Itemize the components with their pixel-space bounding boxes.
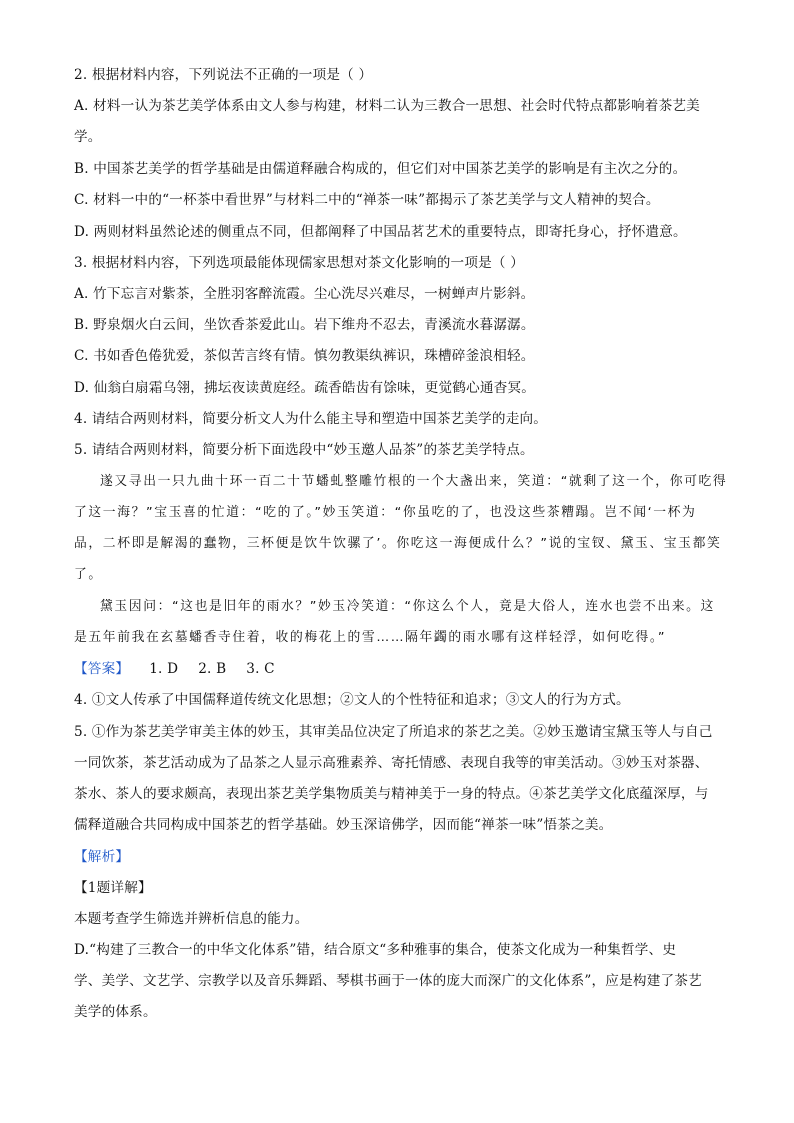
question-2-option-b: B. 中国茶艺美学的哲学基础是由儒道释融合构成的，但它们对中国茶艺美学的影响是有主次之分的。: [74, 161, 687, 177]
question-2-option-c: C. 材料一中的“一杯茶中看世界”与材料二中的“禅茶一味”都揭示了茶艺美学与文人精神的契合。: [74, 192, 660, 208]
answer-5-line-1: 5. ①作为茶艺美学审美主体的妙玉，其审美品位决定了所追求的茶艺之美。②妙玉邀请宝黛玉等人与自己: [74, 724, 713, 740]
analysis-line-2: D.“构建了三教合一的中华文化体系”错，结合原文“多种雅事的集合，使茶文化成为一种集哲学、史: [74, 942, 677, 958]
answer-row: [74, 659, 724, 679]
passage-paragraph-2-line-1: 黛玉因问：“这也是旧年的雨水？”妙玉冷笑道：“你这么个人，竟是大俗人，连水也尝不出来。这: [100, 599, 715, 614]
analysis-line-4: 美学的体系。: [74, 1004, 157, 1020]
question-5-stem: 5. 请结合两则材料，简要分析下面选段中“妙玉邀人品茶”的茶艺美学特点。: [74, 442, 534, 458]
answer-5-line-3: 茶水、茶人的要求颇高，表现出茶艺美学集物质美与精神美于一身的特点。④茶艺美学文化底蕴深厚，与: [74, 786, 709, 802]
answer-5-line-4: 儒释道融合共同构成中国茶艺的哲学基础。妙玉深谙佛学，因而能“禅茶一味”悟茶之美。: [74, 817, 613, 833]
answer-5-line-2: 一同饮茶，茶艺活动成为了品茶之人显示高雅素养、寄托情感、表现自我等的审美活动。③妙玉对茶器、: [74, 755, 709, 771]
question-3-option-d: D. 仙翁白扇霜乌翎，拂坛夜读黄庭经。疏香皓齿有馀味，更觉鹤心通杳冥。: [74, 380, 536, 396]
passage-paragraph-1-line-2: 了这一海？”宝玉喜的忙道：“吃的了。”妙玉笑道：“你虽吃的了，也没这些茶糟蹋。岂不闻‘一杯为: [74, 505, 697, 520]
analysis-line-1: 本题考查学生筛选并辨析信息的能力。: [74, 911, 309, 927]
analysis-question-1-heading: 【1题详解】: [74, 880, 152, 896]
answer-item-2: 2. B: [198, 661, 227, 677]
question-2-stem: 2. 根据材料内容，下列说法不正确的一项是（ ）: [74, 67, 373, 83]
passage-paragraph-1-line-4: 了。: [74, 567, 103, 582]
passage-paragraph-1-line-3: 品，二杯即是解渴的蠢物，三杯便是饮牛饮骡了’。你吃这一海便成什么？”说的宝钗、黛玉、宝玉都笑: [74, 536, 722, 551]
question-3-stem: 3. 根据材料内容，下列选项最能体现儒家思想对茶文化影响的一项是（ ）: [74, 255, 525, 271]
passage-paragraph-1-line-1: 遂又寻出一只九曲十环一百二十节蟠虬整雕竹根的一个大盏出来，笑道：“就剩了这一个，你可吃得: [100, 474, 728, 489]
answer-4: 4. ①文人传承了中国儒释道传统文化思想；②文人的个性特征和追求；③文人的行为方式。: [74, 692, 630, 708]
question-4-stem: 4. 请结合两则材料，简要分析文人为什么能主导和塑造中国茶艺美学的走向。: [74, 411, 548, 427]
question-2-option-a: A. 材料一认为茶艺美学体系由文人参与构建，材料二认为三教合一思想、社会时代特点都影响着茶艺美: [74, 98, 700, 114]
analysis-label: 【解析】: [74, 849, 130, 865]
analysis-line-3: 学、美学、文艺学、宗教学以及音乐舞蹈、琴棋书画于一体的庞大而深广的文化体系”，应是构建了茶艺: [74, 973, 702, 989]
question-3-option-b: B. 野泉烟火白云间，坐饮香茶爱此山。岩下维舟不忍去，青溪流水暮潺潺。: [74, 317, 535, 333]
question-3-option-c: C. 书如香色倦犹爱，茶似苦言终有情。慎勿教渠纨裤识，珠槽碎釜浪相轻。: [74, 348, 535, 364]
question-3-option-a: A. 竹下忘言对紫茶，全胜羽客醉流霞。尘心洗尽兴难尽，一树蝉声片影斜。: [74, 286, 535, 302]
passage-paragraph-2-line-2: 是五年前我在玄墓蟠香寺住着，收的梅花上的雪……隔年蠲的雨水哪有这样轻浮，如何吃得。”: [74, 630, 667, 645]
answer-label: 【答案】: [74, 661, 130, 677]
question-2-option-d: D. 两则材料虽然论述的侧重点不同，但都阐释了中国品茗艺术的重要特点，即寄托身心，抒怀遣意。: [74, 224, 687, 240]
answer-item-3: 3. C: [246, 661, 275, 677]
question-2-option-a-continued: 学。: [74, 129, 102, 145]
answer-item-1: 1. D: [149, 661, 179, 677]
